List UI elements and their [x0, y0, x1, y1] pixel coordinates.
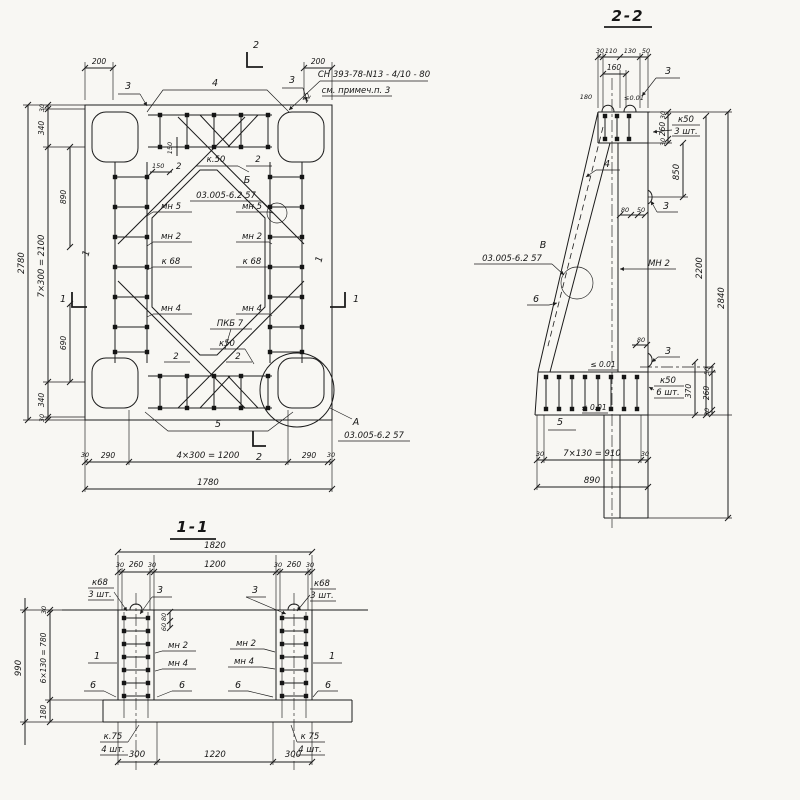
plan-label-3-right: 3 [288, 75, 296, 86]
s11-title: 1-1 [176, 518, 210, 536]
s22-leader-6 [549, 303, 557, 305]
plan-label-2-br: 2 [235, 352, 241, 362]
s11-pos1-left: 1 [93, 651, 101, 662]
plan-detail-a-ref: 03.005-6.2 57 [344, 431, 404, 441]
s22-dim-130: 130 [623, 47, 637, 55]
corner-loop-tr [278, 112, 324, 162]
s22-label-3-mid: 3 [662, 201, 670, 212]
plan-outline [85, 105, 332, 420]
s11-k68-left-qty: 3 шт. [88, 590, 112, 600]
corner-loop-br [278, 358, 324, 408]
plan-pkb7: ПКБ 7 [216, 319, 244, 329]
plan-label-5: 5 [214, 419, 222, 430]
plan-label-3-left: 3 [124, 81, 132, 92]
plan-dim-690: 690 [59, 335, 68, 351]
plan-cut1-right-label: 1 [352, 294, 360, 305]
s11-label-6-d: 6 [324, 680, 332, 691]
plan-label-2-tl: 2 [176, 162, 182, 172]
plan-detail-b-letter: Б [243, 175, 251, 186]
s11-label-6-b: 6 [178, 680, 186, 691]
s11-dim-1200: 1200 [204, 560, 226, 570]
plan-mn5-left: мн 5 [160, 202, 182, 212]
s11-mn4-left: мн 4 [167, 659, 189, 669]
s22-dim-30-a: 30 [595, 47, 605, 55]
s11-dim-30-l2: 30 [147, 561, 157, 569]
s11-k75-left-qty: 4 шт. [101, 745, 125, 755]
plan-view [17, 40, 430, 492]
plan-dim-30-right: 30 [326, 451, 336, 459]
s22-k50-top: к50 [678, 115, 694, 125]
s22-dim-30-rt: 30 [659, 110, 667, 120]
s22-dim-30-br: 30 [640, 450, 650, 458]
s11-dim-260-l: 260 [128, 560, 144, 569]
s11-dim-260-r: 260 [286, 560, 302, 569]
plan-mn2-right: мн 2 [241, 232, 263, 242]
s11-dim-300-right: 300 [284, 750, 302, 760]
plan-pos1-left: 1 [80, 249, 93, 258]
s11-k75-left: к.75 [103, 732, 123, 742]
s22-leader-3-mid [651, 201, 657, 212]
s11-dim-1820: 1820 [204, 541, 226, 551]
detail-a-circle [260, 353, 334, 427]
s11-pos1-right: 1 [328, 651, 336, 662]
s11-dim-30-r1: 30 [273, 561, 283, 569]
s22-title: 2-2 [611, 7, 645, 25]
s22-k50-bottom-qty: 6 шт. [656, 388, 680, 398]
plan-note-line2: см. примеч.п. 3 [321, 86, 391, 96]
plan-dim-340-top: 340 [37, 120, 46, 136]
s22-dim-80-bottom: 80 [636, 336, 646, 344]
s22-label-3-bottom: 3 [664, 346, 672, 357]
s11-dim-30-r2: 30 [305, 561, 315, 569]
plan-mn5-right: мн 5 [241, 202, 263, 212]
plan-dim-2780: 2780 [17, 252, 27, 274]
s22-dim-850: 850 [672, 163, 682, 181]
plan-cut-marks [72, 52, 345, 446]
s11-outline [62, 610, 368, 722]
s22-detail-v-ref: 03.005-6.2 57 [482, 254, 542, 264]
plan-k68-left: к 68 [161, 257, 181, 267]
s22-dim-30-rb: 30 [659, 137, 667, 147]
s11-dim-6x130: 6×130 = 780 [39, 632, 48, 684]
s11-dimension-lines [25, 552, 315, 762]
plan-extension-lines [23, 62, 332, 492]
s11-label-3-right: 3 [251, 585, 259, 596]
corner-loop-tl [92, 112, 138, 162]
s11-dim-30: 30 [40, 605, 48, 615]
s11-dim-180: 180 [39, 704, 48, 720]
detail-v-circle [561, 267, 593, 299]
s22-label-4: 4 [603, 159, 611, 170]
s22-label-5: 5 [556, 417, 564, 428]
s22-dim-2200: 2200 [695, 257, 705, 279]
plan-leader-3-left [140, 94, 147, 106]
plan-dim-290-right: 290 [301, 451, 317, 460]
s11-dim-300-left: 300 [128, 750, 146, 760]
section-2-2-view [474, 7, 732, 528]
s11-k68-right: к68 [314, 579, 330, 589]
s22-dim-30-bl: 30 [535, 450, 545, 458]
plan-pos1-right: 1 [313, 255, 326, 264]
s22-k50-top-qty: 3 шт. [674, 127, 698, 137]
s11-leader-k68-left [114, 592, 127, 611]
s22-mn2: МН 2 [648, 259, 670, 269]
corner-loop-bl [92, 358, 138, 408]
s11-ladder-verticals [124, 612, 306, 718]
s22-dim-260-rb: 260 [702, 385, 711, 401]
plan-dim-290-left: 290 [100, 451, 116, 460]
s11-label-6-a: 6 [89, 680, 97, 691]
plan-mn4-right: мн 4 [241, 304, 263, 314]
plan-cut2-top-label: 2 [253, 40, 260, 51]
plan-dim-1780: 1780 [197, 478, 219, 488]
s11-dim-30-l1: 30 [115, 561, 125, 569]
plan-dim-30-top: 30 [38, 103, 46, 113]
s22-label-3-top: 3 [664, 66, 672, 77]
s22-dim-50-mid: 50 [636, 206, 646, 214]
s22-k50-bottom: к50 [660, 376, 676, 386]
s11-k68-right-qty: 3 шт. [310, 591, 334, 601]
plan-detail-a-letter: А [352, 417, 360, 428]
plan-dim-30-left: 30 [80, 451, 90, 459]
plan-dim-150-vert: 150 [166, 141, 174, 155]
plan-label-2-tr: 2 [255, 155, 261, 165]
s22-leader-k50-bottom [649, 387, 654, 390]
s22-dim-370: 370 [684, 383, 693, 399]
s22-slope-bottom: ≤ 0.01 [581, 403, 607, 412]
plan-dim-200-left: 200 [91, 57, 107, 66]
plan-mn4-left: мн 4 [160, 304, 182, 314]
s22-detail-v-letter: В [539, 240, 547, 251]
plan-label-4: 4 [211, 78, 219, 89]
plan-dim-340-bottom: 340 [37, 392, 46, 408]
s22-dim-80-mid: 80 [620, 206, 630, 214]
s22-label-6: 6 [532, 294, 540, 305]
s22-inclined-bar-dashed [547, 127, 603, 350]
s11-k68-left: к68 [92, 578, 108, 588]
s22-dim-110: 110 [604, 47, 618, 55]
plan-label-22: 22 [300, 91, 314, 105]
plan-dim-150-horiz: 150 [152, 162, 165, 170]
s11-dim-990: 990 [14, 659, 24, 677]
s11-mn2-right: мн 2 [235, 639, 257, 649]
s11-dim-60: 60 [160, 622, 168, 632]
plan-dim-200-right: 200 [310, 57, 326, 66]
section-1-1-view [14, 518, 368, 770]
s11-dim-80: 80 [160, 612, 168, 622]
plan-cut1-left-label: 1 [59, 294, 67, 305]
s22-leader-3-top [642, 78, 656, 96]
plan-detail-b-ref: 03.005-6.2 57 [196, 191, 256, 201]
plan-k68-right: к 68 [242, 257, 262, 267]
s11-mn2-left: мн 2 [167, 641, 189, 651]
s22-leader-3-bottom [652, 357, 658, 362]
plan-dim-4x300: 4×300 = 1200 [176, 451, 240, 461]
s22-dim-50-rb: 50 [703, 366, 711, 376]
plan-dim-890: 890 [59, 189, 68, 205]
s22-dim-260-rt: 260 [658, 121, 667, 137]
s11-dim-1220: 1220 [204, 750, 226, 760]
s22-dim-890: 890 [583, 476, 601, 486]
s22-dim-30-rb2: 30 [703, 407, 711, 417]
s11-mn4-right: мн 4 [233, 657, 255, 667]
s11-k75-right: к 75 [300, 732, 320, 742]
s11-k75-right-qty: 4 шт. [298, 745, 322, 755]
plan-note-line1: СН 393-78-N13 - 4/10 - 80 [317, 70, 431, 80]
plan-label-k50-bottom: к50 [219, 339, 235, 349]
s22-dim-160: 160 [606, 63, 622, 72]
plan-dim-30-bottom: 30 [38, 413, 46, 423]
plan-mn2-left: мн 2 [160, 232, 182, 242]
s22-slope-mid: ≤ 0.01 [590, 360, 616, 369]
s11-rebar-studs [122, 616, 308, 698]
plan-dim-7x300: 7×300 = 2100 [37, 234, 47, 298]
s22-slope-top: ≤0.01 [624, 94, 644, 102]
s22-dim-50: 50 [641, 47, 651, 55]
s22-dim-2840: 2840 [717, 287, 727, 309]
s11-extension-lines [20, 555, 315, 765]
s11-label-3-left: 3 [156, 585, 164, 596]
plan-label-k50-top: к.50 [206, 155, 226, 165]
s11-label-6-c: 6 [234, 680, 242, 691]
s22-dim-180: 180 [579, 93, 593, 101]
plan-cut2-bottom-label: 2 [256, 452, 263, 463]
plan-label-2-bl: 2 [173, 352, 179, 362]
s22-dim-7x130: 7×130 = 910 [563, 449, 621, 459]
